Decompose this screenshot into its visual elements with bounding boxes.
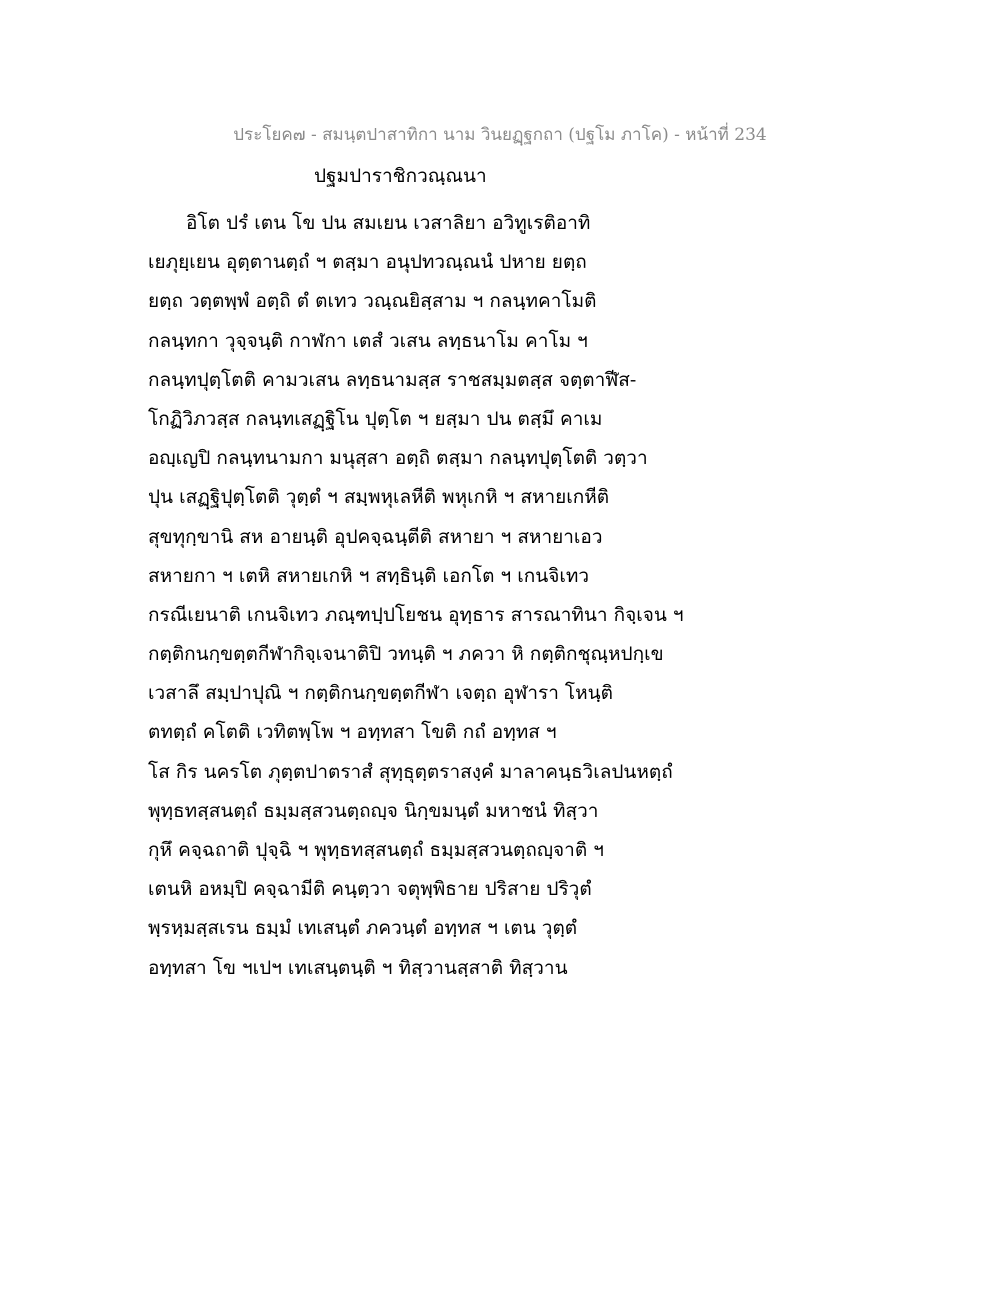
text-line: เตนหิ อหมฺปิ คจฺฉามีติ คนฺตฺวา จตุพฺพิธาย ปริสาย ปริวุตํ — [148, 878, 592, 901]
text-line: กุหึ คจฺฉถาติ ปุจฺฉิ ฯ พุทฺธทสฺสนตฺถํ ธมฺมสฺสวนตฺถญฺจาติ ฯ — [148, 839, 604, 861]
text-line: โกฏิวิภวสฺส กลนฺทเสฏฺฐิโน ปุตฺโต ฯ ยสฺมา ปน ตสฺมึ คาเม — [148, 407, 603, 430]
text-line: ปุน เสฏฺฐิปุตฺโตติ วุตฺตํ ฯ สมฺพหุเลหีติ พหุเกหิ ฯ สหายเกหีติ — [148, 486, 610, 509]
text-line: อญฺเญปิ กลนฺทนามกา มนุสฺสา อตฺถิ ตสฺมา กลนฺทปุตฺโตติ วตฺวา — [148, 447, 648, 470]
text-line: กลนฺทปุตฺโตติ คามวเสน ลทฺธนามสฺส ราชสมฺมตสฺส จตฺตาฬีส- — [148, 368, 637, 391]
text-line: อิโต ปรํ เตน โข ปน สมเยน เวสาลิยา อวิทูเรติอาทิ — [186, 212, 591, 234]
running-head: ประโยค๗ - สมนฺตปาสาทิกา นาม วินยฏฺฐกถา (ปฐโม ภาโค) - หน้าที่ 234 — [233, 125, 767, 145]
text-line: ยตฺถ วตฺตพฺพํ อตฺถิ ตํ ตเทว วณฺณยิสฺสาม ฯ กลนฺทคาโมติ — [148, 290, 597, 313]
text-line: ตทตฺถํ คโตติ เวทิตพฺโพ ฯ อทฺทสา โขติ กถํ อทฺทส ฯ — [148, 721, 557, 744]
text-line: เยภุยฺเยน อุตฺตานตฺถํ ฯ ตสฺมา อนุปทวณฺณนํ ปหาย ยตฺถ — [148, 251, 587, 274]
text-line: สหายกา ฯ เตหิ สหายเกหิ ฯ สทฺธินฺติ เอกโต ฯ เกนจิเทว — [148, 564, 590, 587]
text-line: กตฺติกนกฺขตฺตกีฬากิจฺเจนาติปิ วทนฺติ ฯ ภควา หิ กตฺติกชุณฺหปกฺเข — [148, 643, 664, 666]
section-title: ปฐมปาราชิกวณฺณนา — [314, 165, 487, 187]
body-text — [148, 204, 708, 988]
text-line: กรณีเยนาติ เกนจิเทว ภณฺฑปฺปโยชน อุทฺธาร สารณาทินา กิจฺเจน ฯ — [148, 603, 684, 626]
text-line: สุขทุกฺขานิ สห อายนฺติ อุปคจฺฉนฺตีติ สหายา ฯ สหายาเอว — [148, 525, 603, 548]
text-line: อทฺทสา โข ฯเปฯ เทเสนฺตนฺติ ฯ ทิสฺวานสฺสาติ ทิสฺวาน — [148, 956, 568, 979]
text-line: โส กิร นครโต ภุตฺตปาตราสํ สุทฺธุตฺตราสงฺคํ มาลาคนฺธวิเลปนหตฺถํ — [148, 760, 673, 783]
text-line: กลนฺทกา วุจฺจนฺติ กาฬกา เตสํ วเสน ลทฺธนาโม คาโม ฯ — [148, 329, 588, 352]
text-line: พุทฺธทสฺสนตฺถํ ธมฺมสฺสวนตฺถญฺจ นิกฺขมนฺตํ มหาชนํ ทิสฺวา — [148, 799, 599, 822]
text-line: พฺรหฺมสฺสเรน ธมฺมํ เทเสนฺตํ ภควนฺตํ อทฺทส ฯ เตน วุตฺตํ — [148, 917, 578, 940]
text-line: เวสาลึ สมฺปาปุณิ ฯ กตฺติกนกฺขตฺตกีฬา เจตฺถ อุฬารา โหนฺติ — [148, 682, 613, 705]
